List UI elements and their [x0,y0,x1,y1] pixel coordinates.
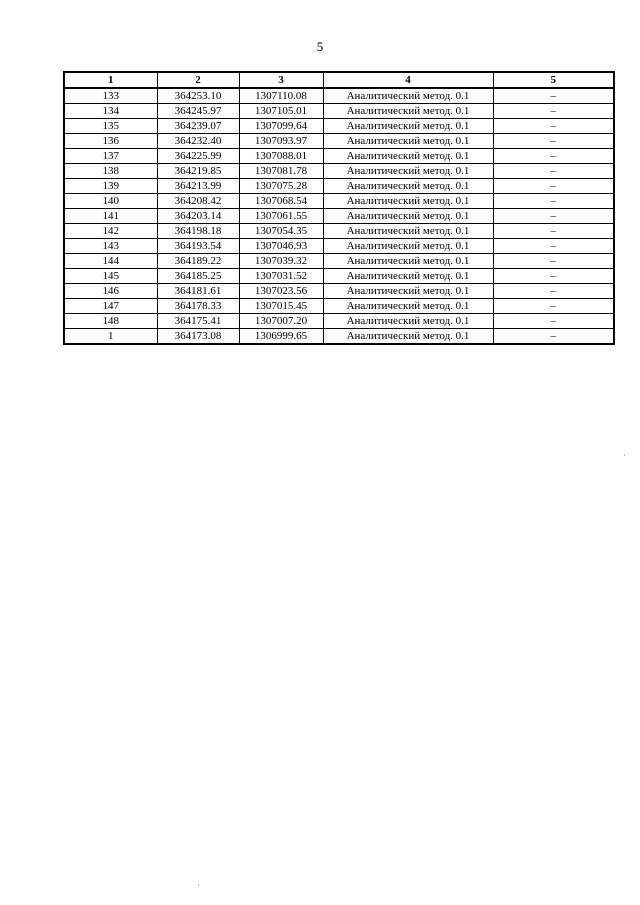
x-coordinate-cell: 364198.18 [157,224,239,239]
table-row [64,134,614,149]
method-cell: Аналитический метод. 0.1 [323,194,493,209]
note-cell: – [493,164,614,179]
column-header-1: 1 [64,72,157,88]
column-header-4: 4 [323,72,493,88]
y-coordinate-cell: 1307099.64 [239,119,323,134]
note-cell: – [493,149,614,164]
y-coordinate-cell: 1307031.52 [239,269,323,284]
table-row [64,179,614,194]
table-row [64,314,614,329]
column-header-2: 2 [157,72,239,88]
note-cell: – [493,299,614,314]
point-number-cell: 148 [64,314,157,329]
note-cell: – [493,134,614,149]
x-coordinate-cell: 364178.33 [157,299,239,314]
y-coordinate-cell: 1307039.32 [239,254,323,269]
table-row [64,149,614,164]
note-cell: – [493,284,614,299]
x-coordinate-cell: 364181.61 [157,284,239,299]
table-row [64,164,614,179]
table-row [64,269,614,284]
x-coordinate-cell: 364185.25 [157,269,239,284]
y-coordinate-cell: 1307015.45 [239,299,323,314]
point-number-cell: 134 [64,104,157,119]
note-cell: – [493,314,614,329]
note-cell: – [493,104,614,119]
x-coordinate-cell: 364219.85 [157,164,239,179]
note-cell: – [493,179,614,194]
method-cell: Аналитический метод. 0.1 [323,254,493,269]
method-cell: Аналитический метод. 0.1 [323,119,493,134]
method-cell: Аналитический метод. 0.1 [323,134,493,149]
y-coordinate-cell: 1307054.35 [239,224,323,239]
note-cell: – [493,329,614,345]
x-coordinate-cell: 364213.99 [157,179,239,194]
point-number-cell: 140 [64,194,157,209]
point-number-cell: 145 [64,269,157,284]
y-coordinate-cell: 1307088.01 [239,149,323,164]
method-cell: Аналитический метод. 0.1 [323,164,493,179]
y-coordinate-cell: 1307105.01 [239,104,323,119]
method-cell: Аналитический метод. 0.1 [323,149,493,164]
method-cell: Аналитический метод. 0.1 [323,284,493,299]
note-cell: – [493,269,614,284]
point-number-cell: 1 [64,329,157,345]
method-cell: Аналитический метод. 0.1 [323,224,493,239]
x-coordinate-cell: 364203.14 [157,209,239,224]
column-header-5: 5 [493,72,614,88]
method-cell: Аналитический метод. 0.1 [323,88,493,104]
method-cell: Аналитический метод. 0.1 [323,314,493,329]
y-coordinate-cell: 1307075.28 [239,179,323,194]
method-cell: Аналитический метод. 0.1 [323,104,493,119]
x-coordinate-cell: 364245.97 [157,104,239,119]
point-number-cell: 139 [64,179,157,194]
scan-artifact-dot [624,454,625,456]
x-coordinate-cell: 364173.08 [157,329,239,345]
y-coordinate-cell: 1307081.78 [239,164,323,179]
note-cell: – [493,209,614,224]
y-coordinate-cell: 1306999.65 [239,329,323,345]
x-coordinate-cell: 364232.40 [157,134,239,149]
y-coordinate-cell: 1307023.56 [239,284,323,299]
y-coordinate-cell: 1307061.55 [239,209,323,224]
table-row [64,284,614,299]
table-body [64,88,614,344]
table-header-row [64,72,614,88]
column-header-3: 3 [239,72,323,88]
x-coordinate-cell: 364189.22 [157,254,239,269]
method-cell: Аналитический метод. 0.1 [323,209,493,224]
method-cell: Аналитический метод. 0.1 [323,299,493,314]
note-cell: – [493,119,614,134]
y-coordinate-cell: 1307110.08 [239,88,323,104]
point-number-cell: 137 [64,149,157,164]
x-coordinate-cell: 364193.54 [157,239,239,254]
method-cell: Аналитический метод. 0.1 [323,179,493,194]
point-number-cell: 143 [64,239,157,254]
method-cell: Аналитический метод. 0.1 [323,239,493,254]
scan-artifact-dot [198,884,199,886]
point-number-cell: 147 [64,299,157,314]
method-cell: Аналитический метод. 0.1 [323,329,493,345]
table-row [64,329,614,345]
point-number-cell: 135 [64,119,157,134]
table-row [64,194,614,209]
table-row [64,104,614,119]
y-coordinate-cell: 1307046.93 [239,239,323,254]
y-coordinate-cell: 1307093.97 [239,134,323,149]
x-coordinate-cell: 364225.99 [157,149,239,164]
table-row [64,299,614,314]
x-coordinate-cell: 364253.10 [157,88,239,104]
table-row [64,119,614,134]
y-coordinate-cell: 1307007.20 [239,314,323,329]
y-coordinate-cell: 1307068.54 [239,194,323,209]
table-row [64,209,614,224]
point-number-cell: 133 [64,88,157,104]
note-cell: – [493,239,614,254]
table-row [64,88,614,104]
note-cell: – [493,194,614,209]
x-coordinate-cell: 364208.42 [157,194,239,209]
table-row [64,254,614,269]
x-coordinate-cell: 364239.07 [157,119,239,134]
note-cell: – [493,254,614,269]
point-number-cell: 138 [64,164,157,179]
x-coordinate-cell: 364175.41 [157,314,239,329]
note-cell: – [493,224,614,239]
point-number-cell: 142 [64,224,157,239]
table-row [64,224,614,239]
point-number-cell: 136 [64,134,157,149]
note-cell: – [493,88,614,104]
table-row [64,239,614,254]
point-number-cell: 146 [64,284,157,299]
method-cell: Аналитический метод. 0.1 [323,269,493,284]
point-number-cell: 144 [64,254,157,269]
page-number: 5 [316,39,324,54]
coordinates-table [63,71,615,345]
point-number-cell: 141 [64,209,157,224]
